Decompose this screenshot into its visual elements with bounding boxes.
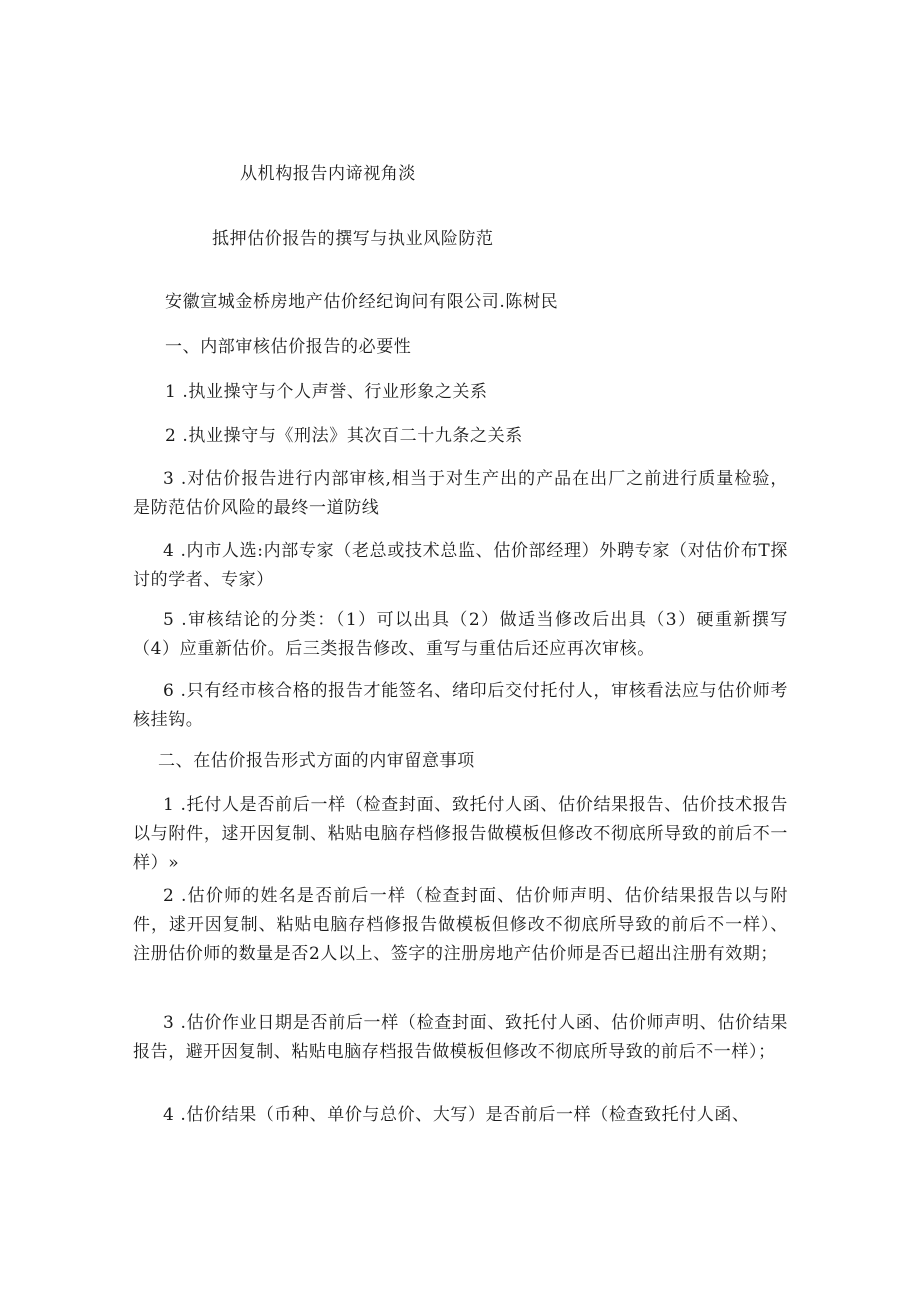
section2-heading: 二、在估价报告形式方面的内审留意事项 [158, 751, 475, 771]
document-title-line2: 抵押估价报告的撰写与执业风险防范 [212, 229, 494, 249]
section2-item-4: 4 .估价结果（币种、单价与总价、大写）是否前后一样（检查致托付人函、 [163, 1105, 750, 1125]
section1-item-5: 5 .审核结论的分类：（1）可以出具（2）做适当修改后出具（3）硬重新撰写（4）应重新估价。后三类报告修改、重写与重估后还应再次审核。 [133, 610, 788, 659]
section2-item-2: 2 .估价师的姓名是否前后一样（检查封面、估价师声明、估价结果报告以与附件，逑开因复制、粘贴电脑存档修报告做模板但修改不彻底所导致的前后不一样）、注册估价师的数量是否2人以上、签字的注册房地产估价师是否已超出注册有效期； [133, 886, 788, 964]
document-author: 安徽宣城金桥房地产估价经纪询问有限公司.陈树民 [165, 292, 559, 312]
section1-item-6: 6 .只有经市核合格的报告才能签名、绪印后交付托付人，审核看法应与估价师考核挂钩。 [133, 681, 788, 730]
section1-item-2: 2 .执业操守与《刑法》其次百二十九条之关系 [165, 426, 523, 446]
section1-item-3: 3 .对估价报告进行内部审核,相当于对生产出的产品在出厂之前进行质量检验，是防范估价风险的最终一道防线 [133, 469, 788, 518]
section1-item-1: 1 .执业操守与个人声誉、行业形象之关系 [165, 382, 488, 402]
document-title-line1: 从机构报告内谛视角淡 [240, 164, 416, 184]
section1-heading: 一、内部审核估价报告的必要性 [165, 337, 412, 357]
section2-item-1: 1 .托付人是否前后一样（检查封面、致托付人函、估价结果报告、估价技术报告以与附件，逑开因复制、粘贴电脑存档修报告做模板但修改不彻底所导致的前后不一样）» [133, 795, 788, 873]
section1-item-4: 4 .内市人选:内部专家（老总或技术总监、估价部经理）外聘专家（对估价布T探讨的学者、专家） [133, 541, 788, 590]
section2-item-3: 3 .估价作业日期是否前后一样（检查封面、致托付人函、估价师声明、估价结果报告，避开因复制、粘贴电脑存档报告做模板但修改不彻底所导致的前后不一样）； [133, 1013, 788, 1062]
